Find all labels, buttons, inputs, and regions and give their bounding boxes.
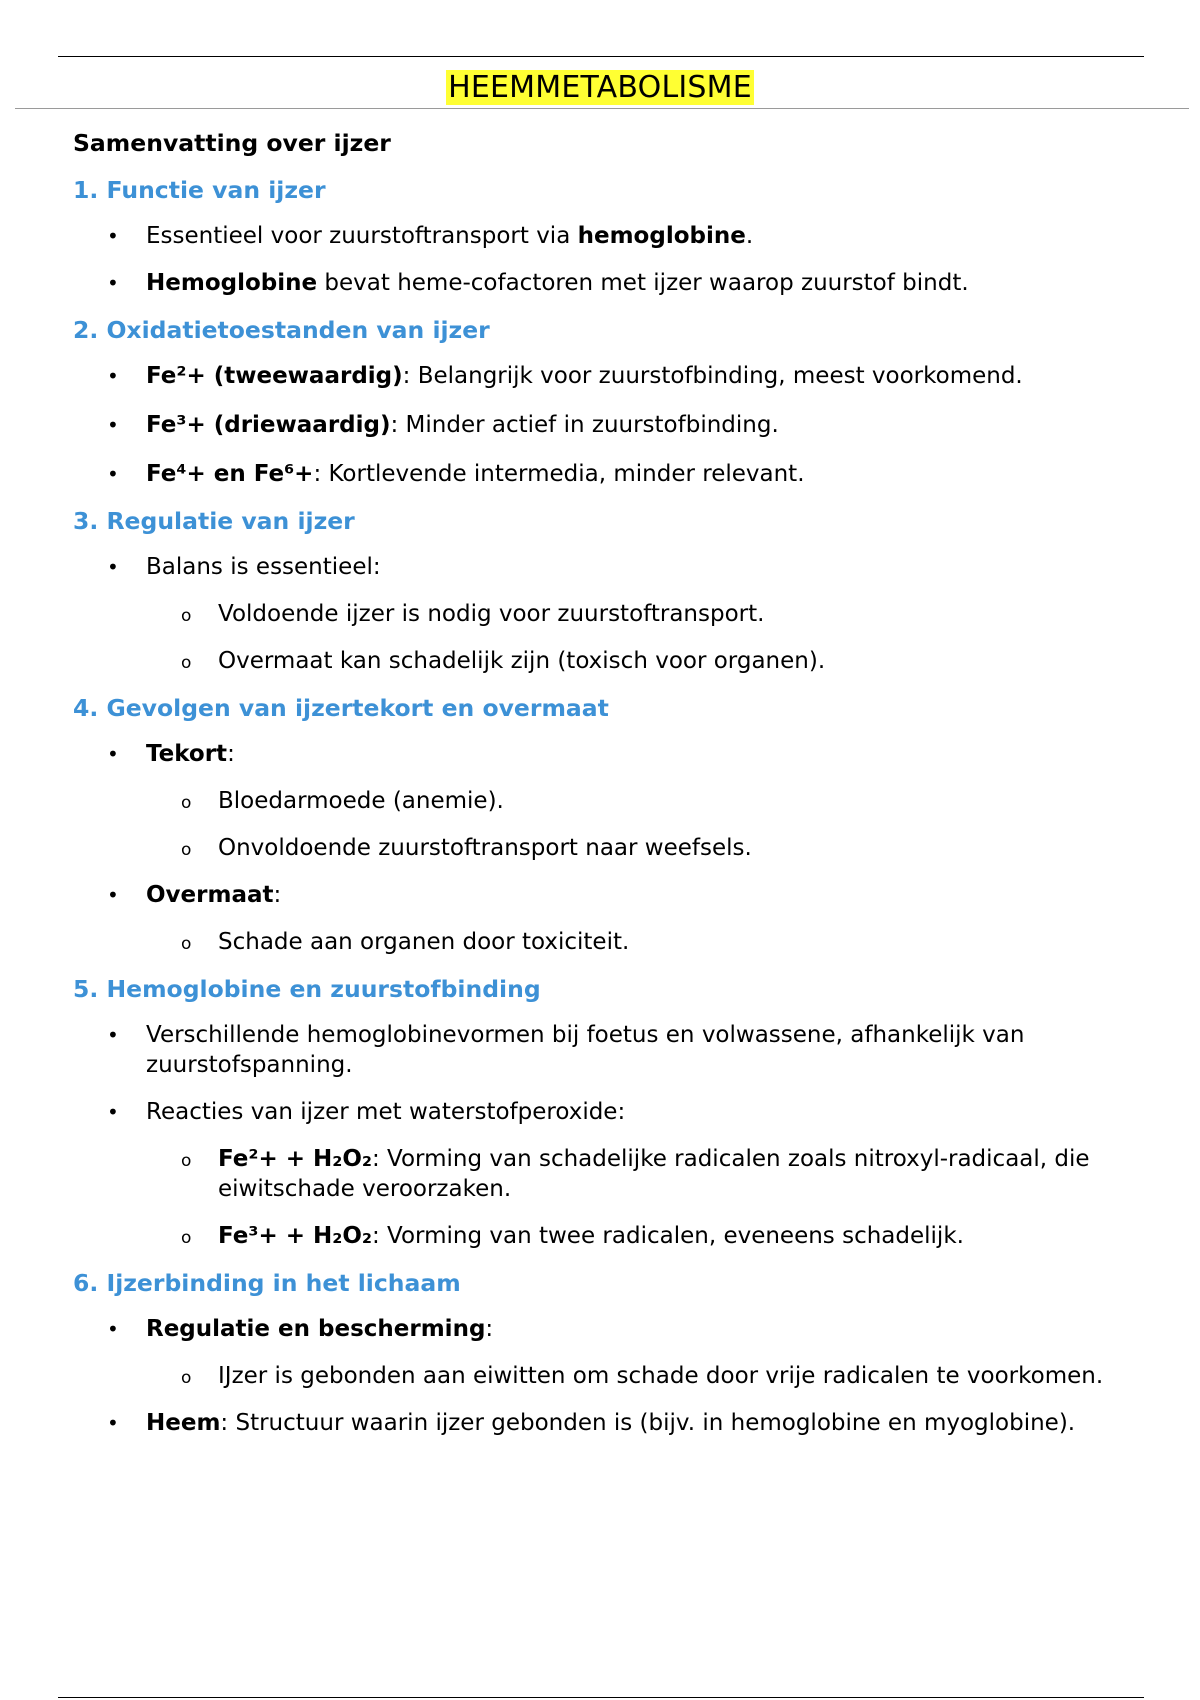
sub-list-item: o Onvoldoende zuurstoftransport naar weefsels. [73,833,1153,863]
section-heading-hemoglobine: 5. Hemoglobine en zuurstofbinding [73,975,541,1003]
document-subtitle: Samenvatting over ijzer [73,129,391,157]
sub-list-item: o IJzer is gebonden aan eiwitten om schade door vrije radicalen te voorkomen. [73,1361,1153,1391]
section-heading-ijzerbinding: 6. Ijzerbinding in het lichaam [73,1269,461,1297]
sub-list-item: o Fe³+ + H₂O₂: Vorming van twee radicalen, eveneens schadelijk. [73,1221,1153,1251]
list-item: • Fe³+ (driewaardig): Minder actief in zuurstofbinding. [73,410,1153,440]
list-item: • Heem: Structuur waarin ijzer gebonden is (bijv. in hemoglobine en myoglobine). [73,1408,1153,1438]
bottom-rule [58,1697,1144,1698]
list-item: • Regulatie en bescherming: [73,1314,1153,1344]
list-item: • Balans is essentieel: [73,552,1153,582]
document-body [73,128,1153,1455]
section-heading-functie: 1. Functie van ijzer [73,176,326,204]
sub-list-item: o Schade aan organen door toxiciteit. [73,927,1153,957]
sub-list-item: o Bloedarmoede (anemie). [73,786,1153,816]
section-heading-oxidatietoestanden: 2. Oxidatietoestanden van ijzer [73,316,490,344]
page-title: HEEMMETABOLISME [448,70,752,105]
sub-list-item: o Overmaat kan schadelijk zijn (toxisch voor organen). [73,646,1153,676]
list-item: • Hemoglobine bevat heme-cofactoren met ijzer waarop zuurstof bindt. [73,268,1153,298]
section-heading-regulatie: 3. Regulatie van ijzer [73,507,355,535]
list-item: • Tekort: [73,739,1153,769]
list-item: • Fe⁴+ en Fe⁶+: Kortlevende intermedia, minder relevant. [73,459,1153,489]
list-item: • Reacties van ijzer met waterstofperoxide: [73,1097,1153,1127]
sub-list-item: o Fe²+ + H₂O₂: Vorming van schadelijke radicalen zoals nitroxyl-radicaal, die eiwitschade veroorzaken. [73,1144,1153,1204]
list-item: • Verschillende hemoglobinevormen bij foetus en volwassene, afhankelijk van zuurstofspanning. [73,1020,1126,1080]
top-rule [58,56,1144,57]
list-item: • Overmaat: [73,880,1153,910]
list-item: • Fe²+ (tweewaardig): Belangrijk voor zuurstofbinding, meest voorkomend. [73,361,1153,391]
list-item: • Essentieel voor zuurstoftransport via hemoglobine. [73,221,1153,251]
title-underline [15,108,1189,109]
title-container [0,70,1200,105]
section-heading-gevolgen: 4. Gevolgen van ijzertekort en overmaat [73,694,609,722]
sub-list-item: o Voldoende ijzer is nodig voor zuurstoftransport. [73,599,1153,629]
